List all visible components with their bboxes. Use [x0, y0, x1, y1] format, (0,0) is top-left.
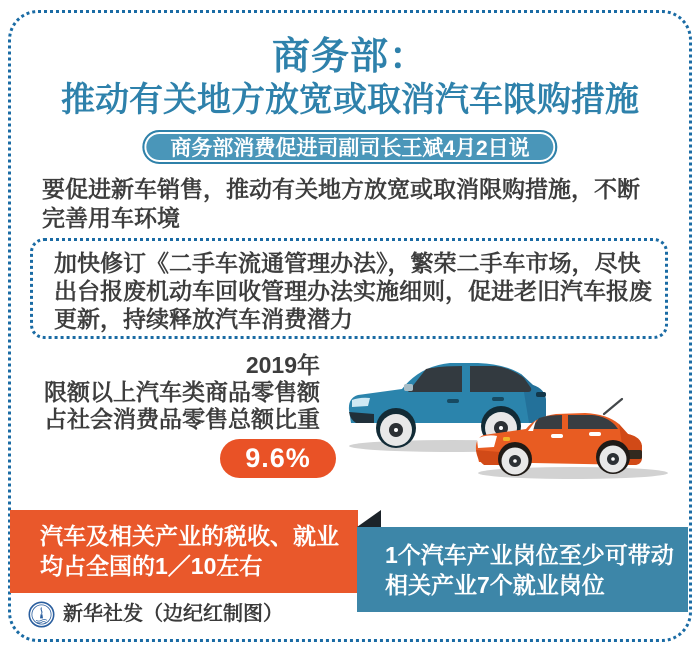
- quote2-line2: 出台报废机动车回收管理办法实施细则，促进老旧汽车报废: [54, 278, 652, 304]
- credit-text: 新华社发（边纪红制图）: [63, 603, 283, 625]
- fact-jobs-box: [357, 527, 688, 612]
- xinhua-emblem-icon: [28, 601, 55, 628]
- quote2-line3: 更新，持续释放汽车消费潜力: [54, 306, 353, 332]
- cars-illustration: [340, 350, 700, 495]
- stat-year: 2019年: [245, 352, 320, 378]
- stat-value-badge: 9.6%: [220, 439, 336, 478]
- folded-corner-decoration: [357, 510, 381, 527]
- speaker-banner: 商务部消费促进司副司长王斌4月2日说: [142, 130, 557, 164]
- quote2-line1: 加快修订《二手车流通管理办法》，繁荣二手车市场，尽快: [54, 250, 641, 276]
- title-line2: 推动有关地方放宽或取消汽车限购措施: [61, 81, 639, 119]
- fact-jobs-line1: 1个汽车产业岗位至少可带动: [385, 542, 674, 568]
- stat-desc-line1: 限额以上汽车类商品零售额: [44, 379, 320, 405]
- stat-desc-line2: 占社会消费品零售总额比重: [44, 406, 320, 432]
- fact-jobs-line2: 相关产业7个就业岗位: [385, 572, 605, 598]
- fact-tax-line1: 汽车及相关产业的税收、就业: [40, 523, 339, 549]
- fact-tax-box: [10, 510, 358, 593]
- credit-row: [28, 601, 283, 628]
- quote-text-1: [42, 175, 640, 233]
- title-line1: 商务部：: [271, 36, 428, 78]
- quote1-line1: 要促进新车销售，推动有关地方放宽或取消限购措施，不断: [42, 176, 640, 202]
- fact-tax-line2: 均占全国的1／10左右: [40, 553, 263, 579]
- quote-box-2: [30, 238, 668, 339]
- quote1-line2: 完善用车环境: [42, 205, 180, 231]
- stat-description: [40, 352, 320, 433]
- page-title: [0, 34, 700, 120]
